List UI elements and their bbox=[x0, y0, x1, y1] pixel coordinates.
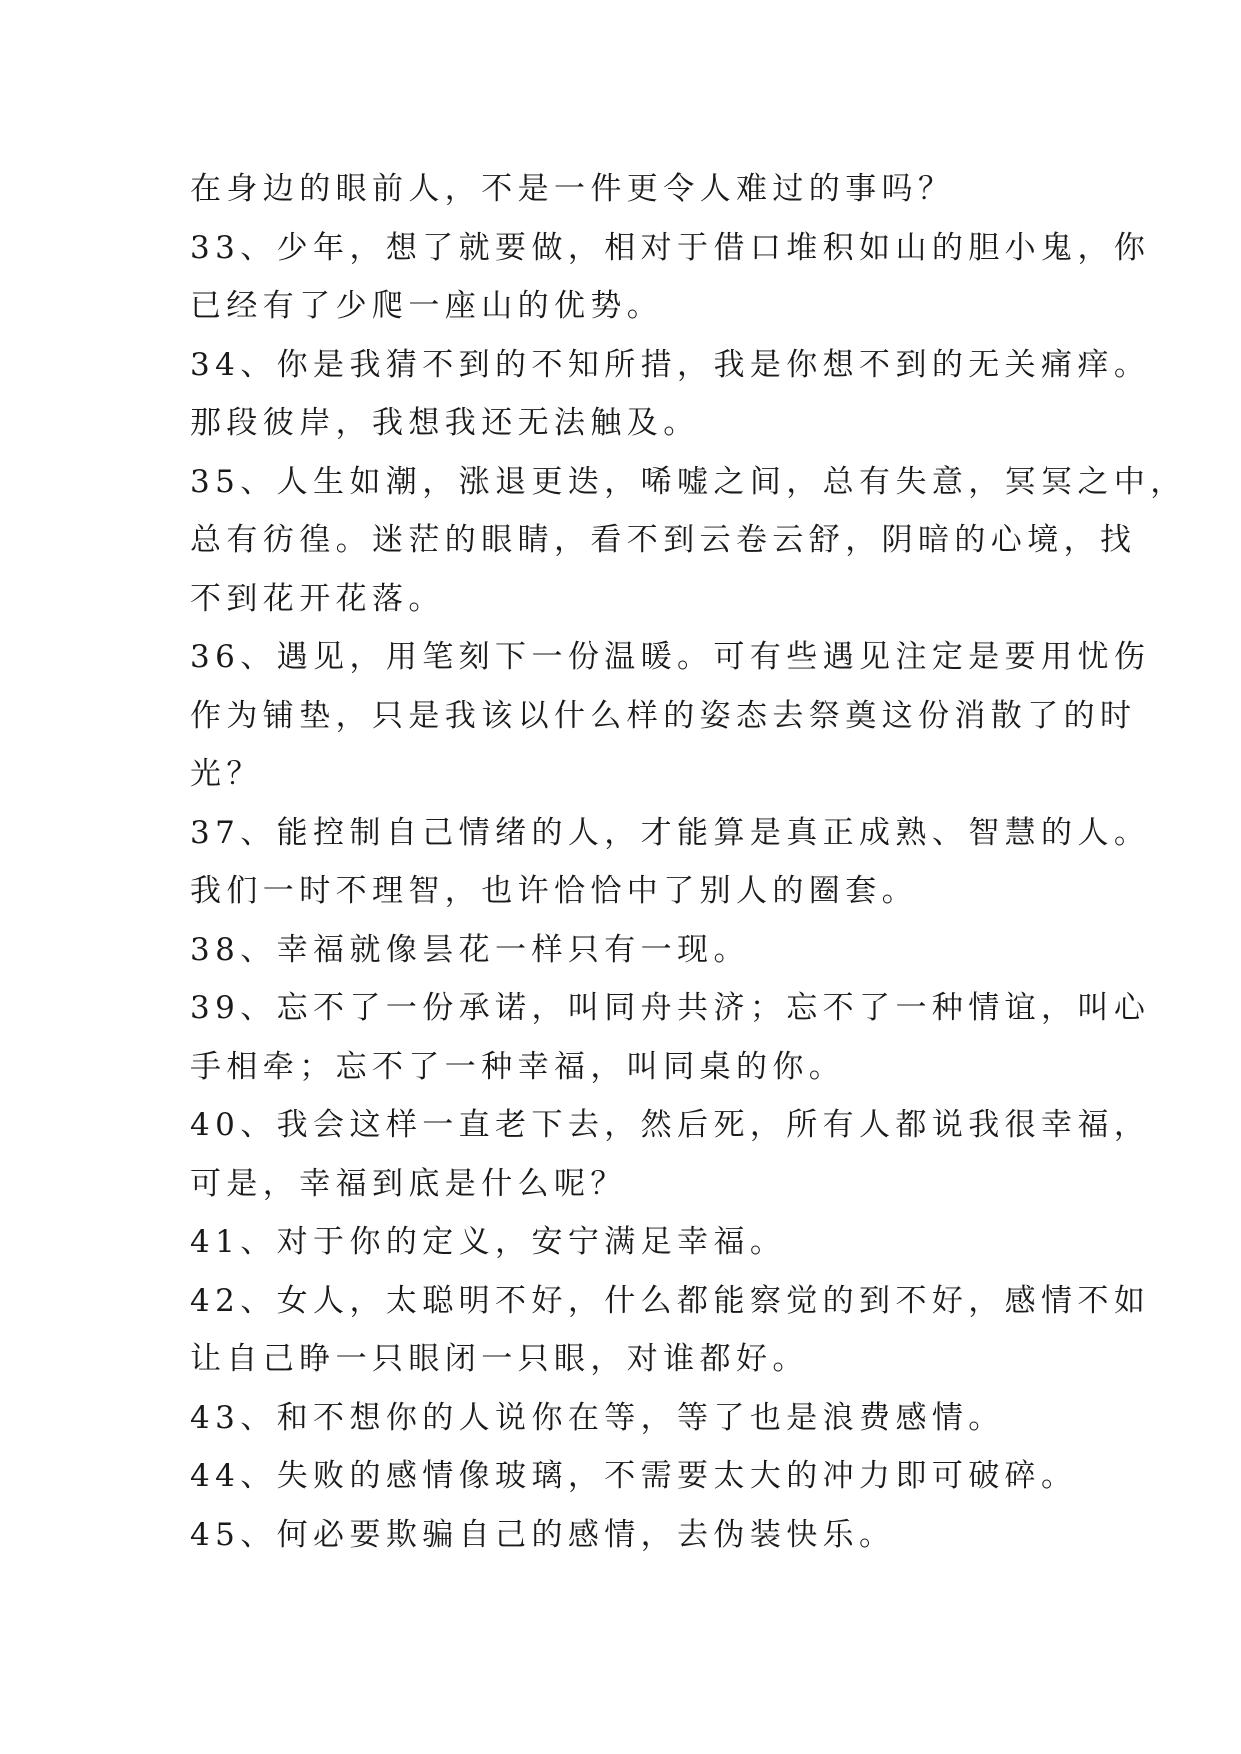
text-line: 那段彼岸，我想我还无法触及。 bbox=[190, 405, 700, 441]
text-line: 40、我会这样一直老下去，然后死，所有人都说我很幸福， bbox=[190, 1107, 1151, 1143]
text-line: 37、能控制自己情绪的人，才能算是真正成熟、智慧的人。 bbox=[190, 814, 1151, 851]
text-line: 35、人生如潮，涨退更迭，唏嘘之间，总有失意，冥冥之中， bbox=[190, 463, 1187, 500]
text-line: 不到花开花落。 bbox=[190, 580, 445, 617]
document-body bbox=[190, 160, 1187, 1564]
text-line: 我们一时不理智，也许恰恰中了别人的圈套。 bbox=[190, 873, 918, 909]
text-line: 已经有了少爬一座山的优势。 bbox=[190, 288, 664, 324]
text-line: 39、忘不了一份承诺，叫同舟共济；忘不了一种情谊，叫心 bbox=[190, 990, 1151, 1026]
text-line: 在身边的眼前人，不是一件更令人难过的事吗？ bbox=[190, 171, 955, 207]
text-line: 作为铺垫，只是我该以什么样的姿态去祭奠这份消散了的时 bbox=[190, 697, 1137, 734]
text-line: 34、你是我猜不到的不知所措，我是你想不到的无关痛痒。 bbox=[190, 346, 1151, 383]
text-line: 44、失败的感情像玻璃，不需要太大的冲力即可破碎。 bbox=[190, 1458, 1078, 1494]
text-line: 光？ bbox=[190, 756, 263, 792]
text-line: 36、遇见，用笔刻下一份温暖。可有些遇见注定是要用忧伤 bbox=[190, 639, 1151, 675]
text-line: 让自己睁一只眼闭一只眼，对谁都好。 bbox=[190, 1341, 809, 1377]
text-line: 43、和不想你的人说你在等，等了也是浪费感情。 bbox=[190, 1399, 1005, 1436]
text-line: 45、何必要欺骗自己的感情，去伪装快乐。 bbox=[190, 1516, 896, 1553]
text-line: 总有彷徨。迷茫的眼睛，看不到云卷云舒，阴暗的心境，找 bbox=[190, 522, 1137, 558]
text-line: 33、少年，想了就要做，相对于借口堆积如山的胆小鬼，你 bbox=[190, 229, 1151, 266]
text-line: 38、幸福就像昙花一样只有一现。 bbox=[190, 931, 750, 968]
text-line: 41、对于你的定义，安宁满足幸福。 bbox=[190, 1224, 787, 1260]
text-line: 手相牵；忘不了一种幸福，叫同桌的你。 bbox=[190, 1048, 846, 1085]
text-line: 42、女人，太聪明不好，什么都能察觉的到不好，感情不如 bbox=[190, 1282, 1151, 1319]
text-line: 可是，幸福到底是什么呢？ bbox=[190, 1165, 627, 1202]
